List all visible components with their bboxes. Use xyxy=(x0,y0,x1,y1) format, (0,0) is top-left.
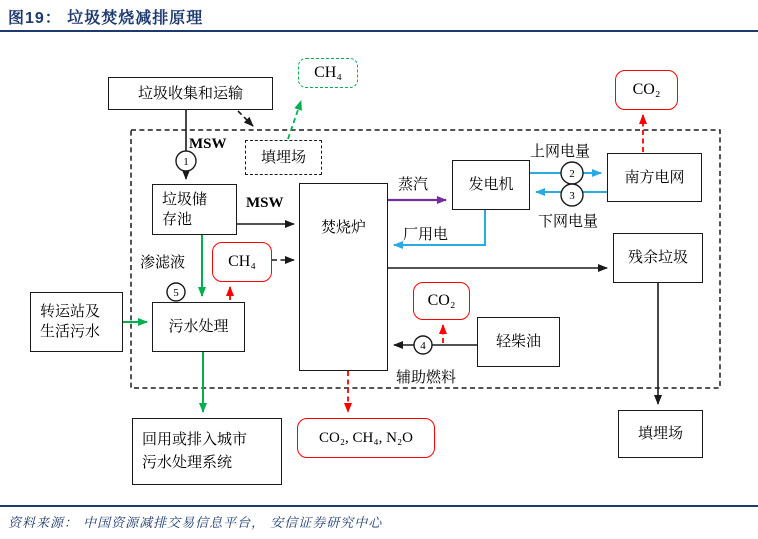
svg-text:1: 1 xyxy=(183,156,189,168)
label-msw-feed: MSW xyxy=(246,195,284,211)
badge-ch4-landfill-icon: CH₄ xyxy=(298,58,358,88)
label-plant-power: 厂用电 xyxy=(403,227,449,243)
flowchart-waste-incineration xyxy=(0,40,758,500)
badge-ghg-stack: CO₂, CH₄, N₂O xyxy=(297,418,435,458)
svg-text:5: 5 xyxy=(173,287,179,299)
label-msw-in: MSW xyxy=(189,136,227,152)
box-landfill-option: 填埋场 xyxy=(245,140,322,175)
arrow-collection-to-landfill-option xyxy=(238,111,253,126)
box-diesel: 轻柴油 xyxy=(477,317,560,367)
box-transfer-station-line2: 生活污水 xyxy=(40,324,101,340)
source-attribution: 资料来源： 中国资源减排交易信息平台， 安信证券研究中心 xyxy=(8,516,383,531)
box-reuse-discharge-line1: 回用或排入城市 xyxy=(142,431,248,448)
box-generator: 发电机 xyxy=(452,160,530,210)
box-waste-collection: 垃圾收集和运输 xyxy=(108,77,273,110)
box-waste-storage xyxy=(152,184,237,235)
svg-text:4: 4 xyxy=(420,340,426,352)
box-sewage-treatment: 污水处理 xyxy=(152,302,245,352)
step-badge-5 xyxy=(167,283,185,301)
box-transfer-station xyxy=(30,292,123,352)
step-badge-2 xyxy=(561,162,583,184)
arrow-landfill-to-ch4 xyxy=(288,101,301,139)
label-grid-down: 下网电量 xyxy=(538,214,599,230)
badge-ch4-sewage: CH₄ xyxy=(212,242,272,282)
box-transfer-station-line1: 转运站及 xyxy=(40,304,101,320)
badge-co2-grid: CO₂ xyxy=(615,70,678,110)
box-reuse-discharge-line2: 污水处理系统 xyxy=(142,454,233,471)
label-leachate: 渗滤液 xyxy=(140,255,186,271)
box-reuse-discharge xyxy=(132,418,282,485)
box-southern-grid: 南方电网 xyxy=(607,153,702,202)
step-badge-3 xyxy=(561,184,583,206)
box-landfill-final: 填埋场 xyxy=(618,410,703,458)
label-aux-fuel: 辅助燃料 xyxy=(396,370,457,386)
badge-co2-diesel: CO₂ xyxy=(413,282,470,320)
box-waste-storage-line2: 存池 xyxy=(162,211,193,228)
box-waste-storage-line1: 垃圾储 xyxy=(162,191,208,208)
box-residual-waste: 残余垃圾 xyxy=(613,233,703,283)
title-underline xyxy=(0,30,758,32)
figure-title: 图19： 垃圾焚烧减排原理 xyxy=(8,10,204,27)
label-steam: 蒸汽 xyxy=(398,177,429,193)
svg-text:3: 3 xyxy=(569,190,575,202)
step-badge-4 xyxy=(414,336,432,354)
box-incinerator: 焚烧炉 xyxy=(299,183,388,371)
svg-text:2: 2 xyxy=(569,168,575,180)
footer-rule xyxy=(0,505,758,507)
label-grid-up: 上网电量 xyxy=(530,144,591,160)
step-badge-1 xyxy=(176,151,196,171)
